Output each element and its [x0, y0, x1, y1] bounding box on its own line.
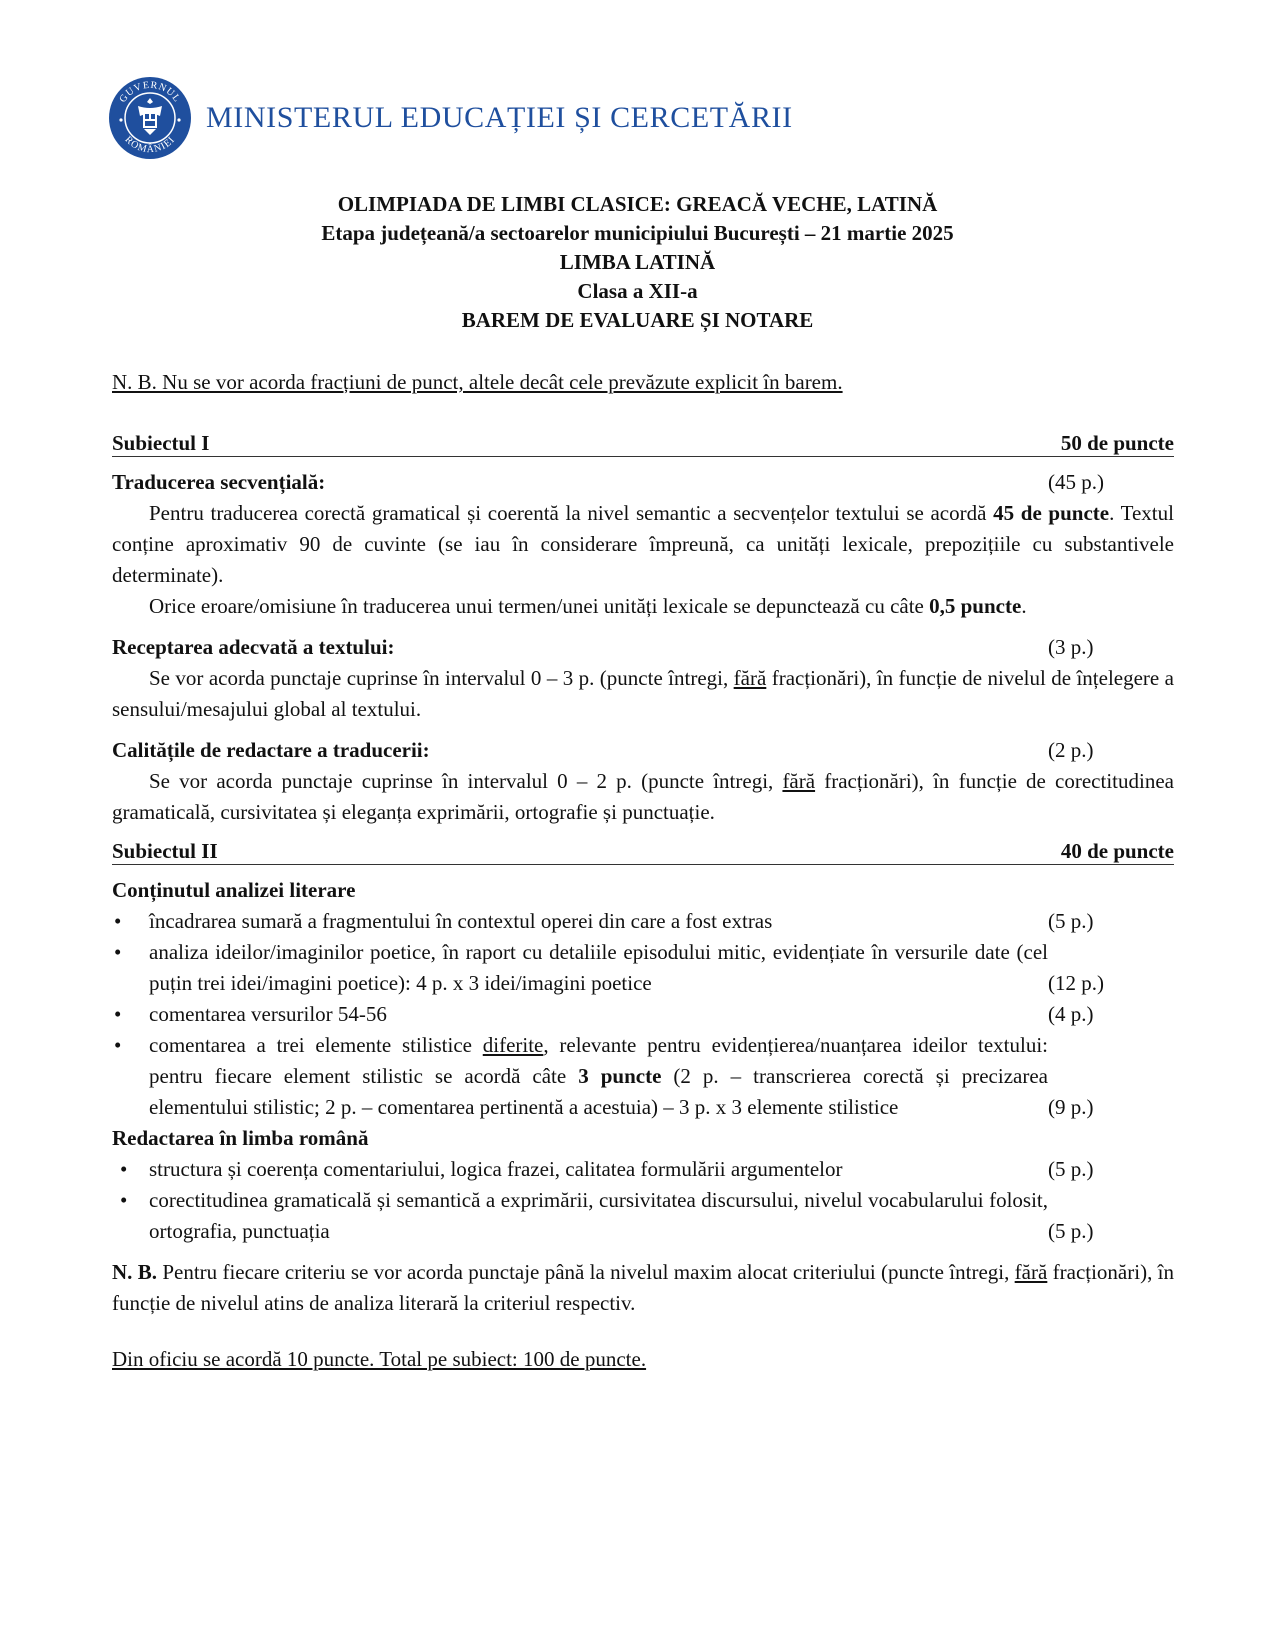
subject-1-points: 50 de puncte — [1060, 431, 1174, 455]
section-heading — [112, 875, 1174, 906]
criterion-heading — [112, 467, 1174, 498]
text-span: comentarea a trei elemente stilistice — [149, 1033, 483, 1057]
bold-span: 3 puncte — [578, 1064, 662, 1088]
criterion-label: Receptarea adecvată a textului: — [112, 635, 395, 659]
subject-title: LIMBA LATINĂ — [559, 250, 716, 274]
underlined-span: fără — [782, 769, 816, 793]
item-points: (4 p.) — [1048, 1002, 1094, 1026]
section-heading — [112, 1123, 1174, 1154]
list-item — [112, 1154, 1174, 1185]
bullet-icon: • — [114, 1002, 122, 1026]
criterion-heading — [112, 735, 1174, 766]
ministry-name: MINISTERUL EDUCAȚIEI ȘI CERCETĂRII — [206, 101, 793, 134]
olympiad-title: OLIMPIADA DE LIMBI CLASICE: GREACĂ VECHE, LATINĂ — [337, 192, 938, 216]
text-span: Pentru traducerea corectă gramatical și coerentă la nivel semantic a secvențelor textului se acordă — [149, 501, 994, 525]
text-span: Se vor acorda punctaje cuprinse în intervalul 0 – 2 p. (puncte întregi, — [149, 769, 783, 793]
subject-2-title: Subiectul II — [112, 839, 218, 863]
bullet-icon: • — [120, 1188, 128, 1212]
svg-text:ROMÂNIEI: ROMÂNIEI — [122, 134, 178, 156]
bold-span: 0,5 puncte — [929, 594, 1022, 618]
criteria-list — [112, 906, 1174, 1123]
item-points: (5 p.) — [1048, 1157, 1094, 1181]
text-span: fracționări), în funcție de nivelul de înțelegere a sensului/mesajului global al textului. — [112, 666, 1174, 721]
ministry-header — [108, 76, 793, 160]
criterion-text — [112, 498, 1174, 591]
criterion-label: Traducerea secvențială: — [112, 470, 326, 494]
item-text: încadrarea sumară a fragmentului în contextul operei din care a fost extras — [149, 909, 773, 933]
item-points: (12 p.) — [1048, 971, 1104, 995]
section-label: Redactarea în limba română — [112, 1126, 369, 1150]
text-span: (2 p. – transcrierea corectă și precizarea elementului stilistic; 2 p. – comentarea pertinentă a acestuia) – 3 p. x 3 elemente stilistice — [149, 1064, 1048, 1119]
barem-content — [112, 430, 1174, 1319]
nb-note-bottom — [112, 1257, 1174, 1319]
bullet-icon: • — [114, 940, 122, 964]
underlined-span: diferite — [482, 1033, 544, 1057]
underlined-span: fără — [733, 666, 767, 690]
document-titles — [0, 190, 1275, 335]
criterion-points: (2 p.) — [1048, 738, 1094, 762]
text-span: Orice eroare/omisiune în traducerea unui termen/unei unități lexicale se depunctează cu câte — [149, 594, 930, 618]
text-span: . — [1021, 594, 1027, 618]
bold-span: 45 de puncte — [993, 501, 1110, 525]
item-points: (5 p.) — [1048, 1219, 1094, 1243]
text-span: fracționări), în funcție de corectitudinea gramaticală, cursivitatea și eleganța exprimării, ortografie și punctuație. — [112, 769, 1174, 824]
svg-text:GUVERNUL: GUVERNUL — [117, 79, 183, 105]
text-span: Se vor acorda punctaje cuprinse în intervalul 0 – 3 p. (puncte întregi, — [149, 666, 734, 690]
item-text — [149, 1030, 1048, 1123]
item-text: comentarea versurilor 54-56 — [149, 1002, 387, 1026]
nb-label: N. B. — [112, 1260, 157, 1284]
nb-note-top: N. B. Nu se vor acorda fracțiuni de punct, altele decât cele prevăzute explicit în barem. — [112, 370, 843, 394]
bullet-icon: • — [120, 1157, 128, 1181]
criteria-list — [112, 1154, 1174, 1247]
subject-1-header — [112, 430, 1174, 457]
bullet-icon: • — [114, 909, 122, 933]
barem-title: BAREM DE EVALUARE ȘI NOTARE — [461, 308, 814, 332]
subject-2-header — [112, 838, 1174, 865]
list-item — [112, 1030, 1174, 1123]
list-item — [112, 906, 1174, 937]
item-points: (9 p.) — [1048, 1095, 1094, 1119]
text-span: , relevante pentru evidențierea/nuanțarea ideilor textului: pentru fiecare element stilistic se acordă câte — [149, 1033, 1048, 1088]
item-text: structura și coerența comentariului, logica frazei, calitatea formulării argumentelor — [149, 1157, 843, 1181]
section-label: Conținutul analizei literare — [112, 878, 356, 902]
criterion-points: (45 p.) — [1048, 470, 1104, 494]
text-span: Pentru fiecare criteriu se vor acorda punctaje până la nivelul maxim alocat criteriului (puncte întregi, — [157, 1260, 1015, 1284]
item-points: (5 p.) — [1048, 909, 1094, 933]
item-text: corectitudinea gramaticală și semantică a exprimării, cursivitatea discursului, nivelul vocabularului folosit, ortografia, punctuația — [149, 1188, 1048, 1243]
criterion-points: (3 p.) — [1048, 635, 1094, 659]
bullet-icon: • — [114, 1033, 122, 1057]
text-span: fracționări), în funcție de nivelul atins de analiza literară la criteriul respectiv. — [112, 1260, 1174, 1315]
criterion-text — [112, 591, 1174, 622]
class-title: Clasa a XII-a — [577, 279, 698, 303]
criterion-text — [112, 663, 1174, 725]
stage-title: Etapa județeană/a sectoarelor municipiului București – 21 martie 2025 — [321, 221, 954, 245]
list-item — [112, 999, 1174, 1030]
underlined-span: fără — [1014, 1260, 1048, 1284]
subject-2-points: 40 de puncte — [1060, 839, 1174, 863]
criterion-text — [112, 766, 1174, 828]
text-span: . Textul conține aproximativ 90 de cuvinte (se iau în considerare împreună, ca unități lexicale, prepozițiile cu substantivele determinate). — [112, 501, 1174, 587]
criterion-heading — [112, 632, 1174, 663]
government-seal-icon — [108, 76, 192, 160]
criterion-label: Calitățile de redactare a traducerii: — [112, 738, 430, 762]
item-text: analiza ideilor/imaginilor poetice, în raport cu detaliile episodului mitic, evidențiate în versurile date (cel puțin trei idei/imagini poetice): 4 p. x 3 idei/imagini poetice — [149, 940, 1048, 995]
list-item — [112, 1185, 1174, 1247]
total-points-note: Din oficiu se acordă 10 puncte. Total pe subiect: 100 de puncte. — [112, 1347, 647, 1371]
list-item — [112, 937, 1174, 999]
subject-1-title: Subiectul I — [112, 431, 210, 455]
